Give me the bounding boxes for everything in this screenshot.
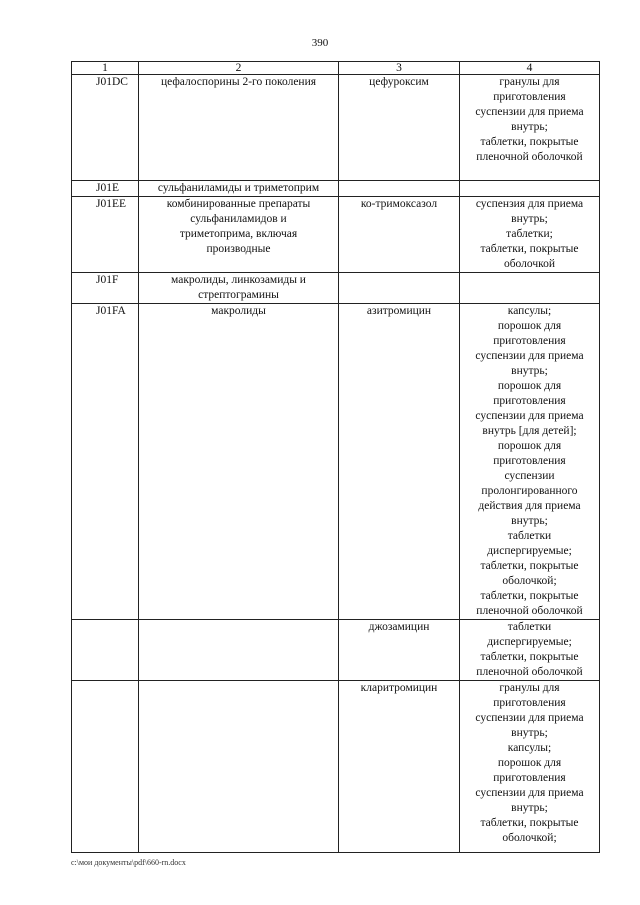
dosage-form-cell: суспензия для приема внутрь; таблетки; таблетки, покрытые оболочкой — [460, 197, 600, 273]
drug-name-cell — [339, 273, 460, 304]
group-cell: макролиды — [139, 304, 339, 620]
atc-code-cell — [72, 620, 139, 681]
column-number-1: 1 — [72, 62, 139, 75]
column-number-3: 3 — [339, 62, 460, 75]
atc-code-cell: J01E — [72, 181, 139, 197]
atc-code-cell: J01DC — [72, 75, 139, 181]
dosage-form-cell: таблетки диспергируемые; таблетки, покрытые пленочной оболочкой — [460, 620, 600, 681]
group-cell — [139, 620, 339, 681]
table-row — [72, 304, 600, 620]
atc-code-cell: J01EE — [72, 197, 139, 273]
dosage-form-cell — [460, 273, 600, 304]
group-cell: сульфаниламиды и триметоприм — [139, 181, 339, 197]
page-number: 390 — [311, 37, 329, 49]
table-row — [72, 681, 600, 853]
atc-code-cell: J01FA — [72, 304, 139, 620]
group-cell — [139, 681, 339, 853]
drug-name-cell: джозамицин — [339, 620, 460, 681]
dosage-form-cell — [460, 181, 600, 197]
dosage-form-cell: гранулы для приготовления суспензии для приема внутрь; капсулы; порошок для приготовления суспензии для приема внутрь; таблетки, покрытые оболочкой; — [460, 681, 600, 853]
drug-table — [71, 61, 600, 853]
table-row — [72, 273, 600, 304]
column-number-4: 4 — [460, 62, 600, 75]
column-number-2: 2 — [139, 62, 339, 75]
footer-file-path: c:\мои документы\pdf\660-rn.docx — [71, 858, 186, 867]
group-cell: комбинированные препараты сульфаниламидов и триметоприма, включая производные — [139, 197, 339, 273]
drug-name-cell: ко-тримоксазол — [339, 197, 460, 273]
drug-name-cell: азитромицин — [339, 304, 460, 620]
drug-name-cell: цефуроксим — [339, 75, 460, 181]
atc-code-cell — [72, 681, 139, 853]
table-header-row — [72, 62, 600, 75]
atc-code-cell: J01F — [72, 273, 139, 304]
dosage-form-cell: капсулы; порошок для приготовления суспензии для приема внутрь; порошок для приготовления суспензии для приема внутрь [для детей]; порошок для приготовления суспензии пролонгированного действия для приема внутрь; таблетки диспергируемые; таблетки, покрытые оболочкой; таблетки, покрытые пленочной оболочкой — [460, 304, 600, 620]
group-cell: цефалоспорины 2-го поколения — [139, 75, 339, 181]
table-row — [72, 181, 600, 197]
drug-name-cell: кларитромицин — [339, 681, 460, 853]
drug-name-cell — [339, 181, 460, 197]
dosage-form-cell: гранулы для приготовления суспензии для приема внутрь; таблетки, покрытые пленочной оболочкой — [460, 75, 600, 181]
table-row — [72, 620, 600, 681]
table-row — [72, 75, 600, 181]
table-row — [72, 197, 600, 273]
group-cell: макролиды, линкозамиды и стрептограмины — [139, 273, 339, 304]
